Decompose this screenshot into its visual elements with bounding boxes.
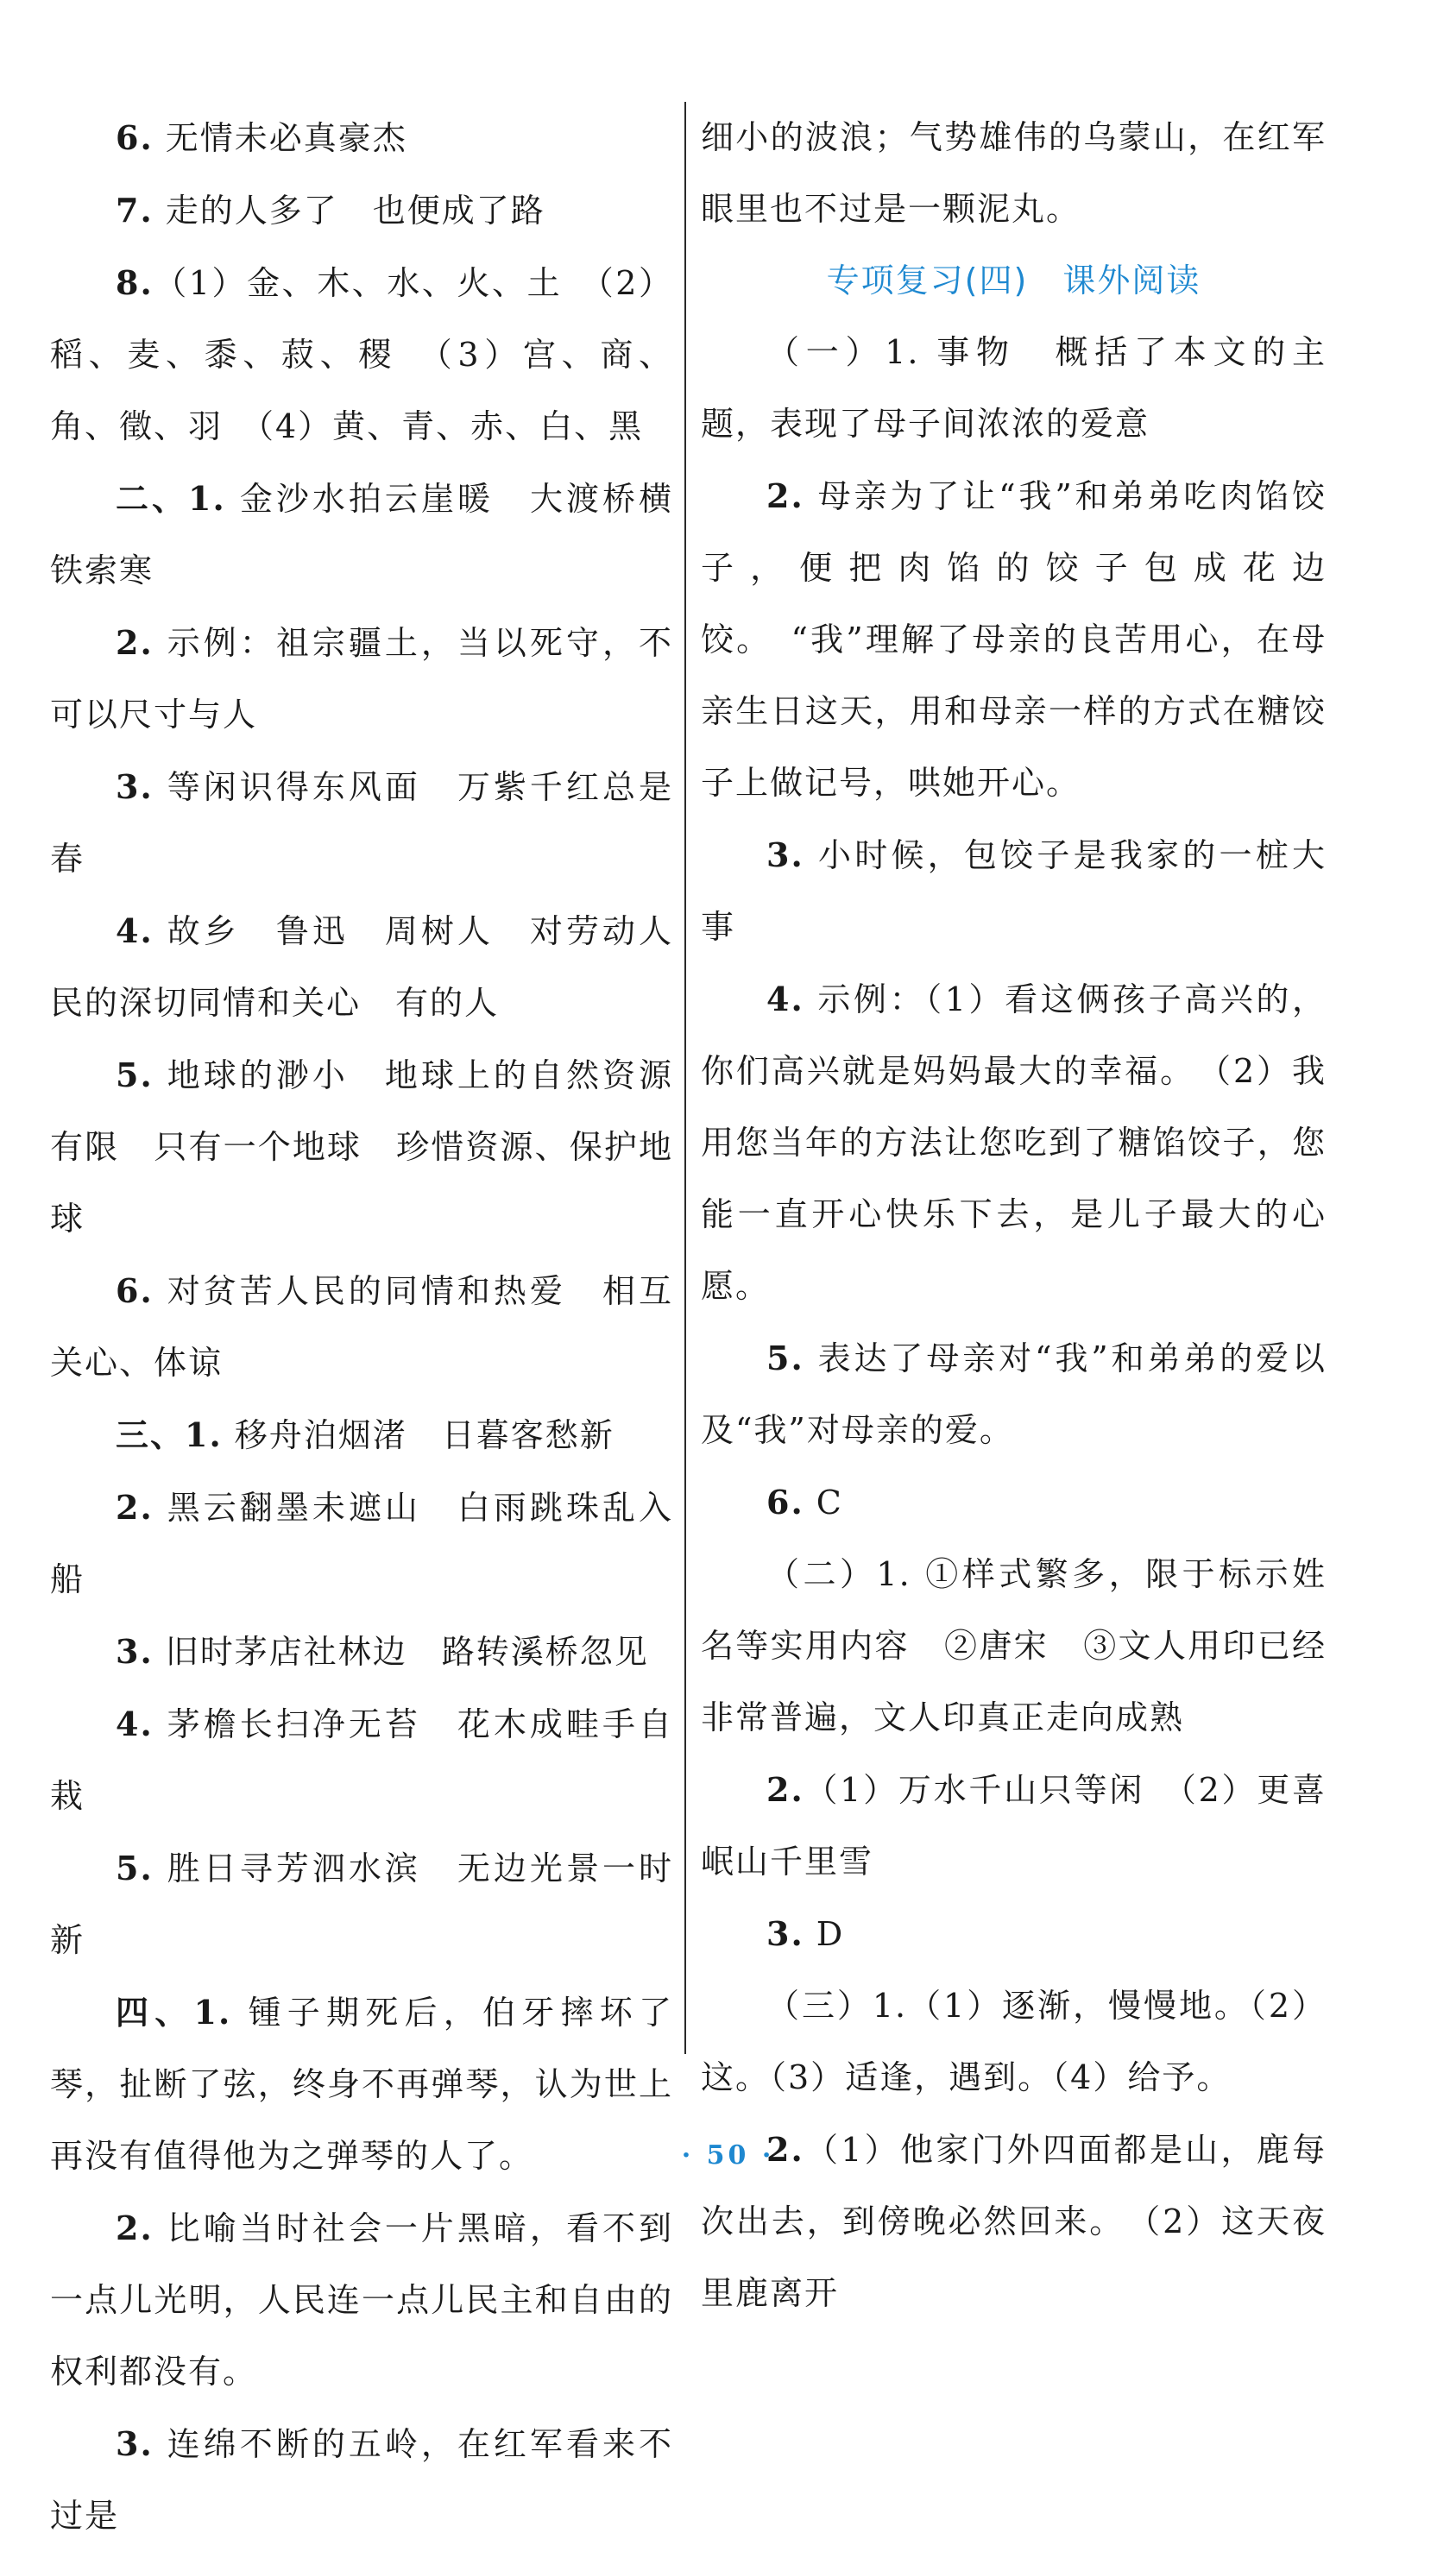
question-number: 3. xyxy=(766,1914,804,1953)
answer-paragraph xyxy=(701,1466,1327,1539)
answer-text: 旧时茅店社林边 路转溪桥忽见 xyxy=(153,1633,649,1671)
answer-paragraph xyxy=(701,102,1327,245)
answer-text: 比喻当时社会一片黑暗，看不到一点儿光明，人民连一点儿民主和自由的权利都没有。 xyxy=(50,2209,673,2391)
answer-paragraph xyxy=(50,102,673,174)
question-number: 2. xyxy=(116,1488,154,1527)
question-number: 5. xyxy=(766,1339,804,1377)
answer-paragraph xyxy=(50,751,673,895)
answer-text: 连绵不断的五岭，在红军看来不过是 xyxy=(50,2425,673,2535)
answer-paragraph xyxy=(701,819,1327,963)
question-number: 3. xyxy=(116,1632,154,1671)
answer-text: （1）金、木、水、火、土 （2）稻、麦、黍、菽、稷 （3）宫、商、角、徵、羽 （4）黄、青、赤、白、黑 xyxy=(50,264,673,445)
question-number: 2. xyxy=(766,476,804,515)
answer-text: 金沙水拍云崖暖 大渡桥横铁索寒 xyxy=(50,480,673,589)
answer-text: 茅檐长扫净无苔 花木成畦手自栽 xyxy=(50,1705,673,1815)
answer-paragraph xyxy=(701,1898,1327,1970)
answer-paragraph xyxy=(701,1970,1327,2114)
answer-text: 走的人多了 也便成了路 xyxy=(153,192,545,230)
answer-paragraph xyxy=(50,1255,673,1399)
question-number: 4. xyxy=(766,980,804,1018)
answer-text: 故乡 鲁迅 周树人 对劳动人民的深切同情和关心 有的人 xyxy=(50,912,673,1022)
answer-paragraph xyxy=(50,247,673,463)
answer-text: （二）1. ①样式繁多，限于标示姓名等实用内容 ②唐宋 ③文人用印已经非常普遍，文人印真正走向成熟 xyxy=(701,1555,1327,1736)
answer-text: 对贫苦人民的同情和热爱 相互关心、体谅 xyxy=(50,1272,673,1382)
answer-text: 胜日寻芳泗水滨 无边光景一时新 xyxy=(50,1849,673,1959)
answer-text: 细小的波浪；气势雄伟的乌蒙山，在红军眼里也不过是一颗泥丸。 xyxy=(701,118,1327,228)
answer-paragraph xyxy=(701,1322,1327,1466)
right-column xyxy=(701,102,1327,2329)
question-number: 2. xyxy=(766,1770,804,1809)
answer-paragraph xyxy=(50,1688,673,1832)
answer-text: 示例：祖宗疆土，当以死守，不可以尺寸与人 xyxy=(50,624,673,734)
question-number: 3. xyxy=(116,2424,154,2463)
answer-paragraph xyxy=(50,1832,673,1976)
question-number: 8. xyxy=(116,263,154,302)
question-number: 2. xyxy=(766,2130,804,2169)
answer-paragraph xyxy=(701,460,1327,819)
answer-text: 地球的渺小 地球上的自然资源有限 只有一个地球 珍惜资源、保护地球 xyxy=(50,1056,673,1238)
question-number: 2. xyxy=(116,2209,154,2247)
question-number: 3. xyxy=(116,767,154,806)
question-number: 5. xyxy=(116,1055,154,1094)
left-column xyxy=(50,102,673,2552)
answer-paragraph xyxy=(50,1471,673,1616)
question-number: 6. xyxy=(116,1271,154,1310)
answer-text: （三）1.（1）逐渐，慢慢地。（2）这。（3）适逢，遇到。（4）给予。 xyxy=(701,1987,1327,2096)
answer-paragraph xyxy=(50,174,673,247)
page-number: · 50 · xyxy=(681,2140,775,2171)
answer-paragraph xyxy=(701,1754,1327,1898)
question-number: 2. xyxy=(116,623,154,662)
column-divider xyxy=(684,102,686,2054)
answer-paragraph xyxy=(50,895,673,1039)
answer-text: 母亲为了让“我”和弟弟吃肉馅饺子，便把肉馅的饺子包成花边饺。 “我”理解了母亲的良苦用心，在母亲生日这天，用和母亲一样的方式在糖饺子上做记号，哄她开心。 xyxy=(701,477,1327,802)
question-number: 四、1. xyxy=(116,1993,232,2032)
answer-text: （1）万水千山只等闲 （2）更喜岷山千里雪 xyxy=(701,1771,1327,1881)
answer-paragraph xyxy=(701,317,1327,460)
answer-text: 等闲识得东风面 万紫千红总是春 xyxy=(50,768,673,878)
answer-paragraph xyxy=(50,1616,673,1688)
answer-text: （一）1. 事物 概括了本文的主题，表现了母子间浓浓的爱意 xyxy=(701,333,1327,443)
answer-text: 移舟泊烟渚 日暮客愁新 xyxy=(222,1416,615,1454)
answer-text: （1）他家门外四面都是山，鹿每次出去，到傍晚必然回来。 （2）这天夜里鹿离开 xyxy=(701,2131,1327,2312)
question-number: 三、1. xyxy=(116,1415,223,1454)
question-number: 二、1. xyxy=(116,479,226,518)
question-number: 6. xyxy=(116,118,154,157)
answer-paragraph xyxy=(50,2192,673,2408)
answer-text: C xyxy=(804,1484,843,1522)
question-number: 4. xyxy=(116,911,154,950)
question-number: 4. xyxy=(116,1704,154,1743)
answer-text: 小时候，包饺子是我家的一桩大事 xyxy=(701,836,1327,946)
answer-text: 黑云翻墨未遮山 白雨跳珠乱入船 xyxy=(50,1489,673,1598)
answer-text: 无情未必真豪杰 xyxy=(153,119,407,157)
section-heading: 专项复习(四) 课外阅读 xyxy=(826,262,1201,299)
answer-paragraph xyxy=(50,1399,673,1471)
answer-text: 锺子期死后，伯牙摔坏了琴，扯断了弦，终身不再弹琴，认为世上再没有值得他为之弹琴的人了。 xyxy=(50,1994,673,2175)
question-number: 7. xyxy=(116,191,154,230)
answer-paragraph xyxy=(701,1539,1327,1754)
answer-text: D xyxy=(804,1915,845,1953)
question-number: 3. xyxy=(766,835,804,874)
answer-paragraph xyxy=(50,463,673,607)
answer-paragraph xyxy=(50,2408,673,2552)
answer-text: 示例：（1）看这俩孩子高兴的，你们高兴就是妈妈最大的幸福。 （2）我用您当年的方法让您吃到了糖馅饺子，您能一直开心快乐下去，是儿子最大的心愿。 xyxy=(701,980,1327,1305)
answer-paragraph xyxy=(50,607,673,751)
answer-paragraph xyxy=(701,963,1327,1322)
question-number: 6. xyxy=(766,1483,804,1522)
answer-text: 表达了母亲对“我”和弟弟的爱以及“我”对母亲的爱。 xyxy=(701,1339,1327,1449)
answer-paragraph xyxy=(50,1039,673,1255)
question-number: 5. xyxy=(116,1849,154,1887)
